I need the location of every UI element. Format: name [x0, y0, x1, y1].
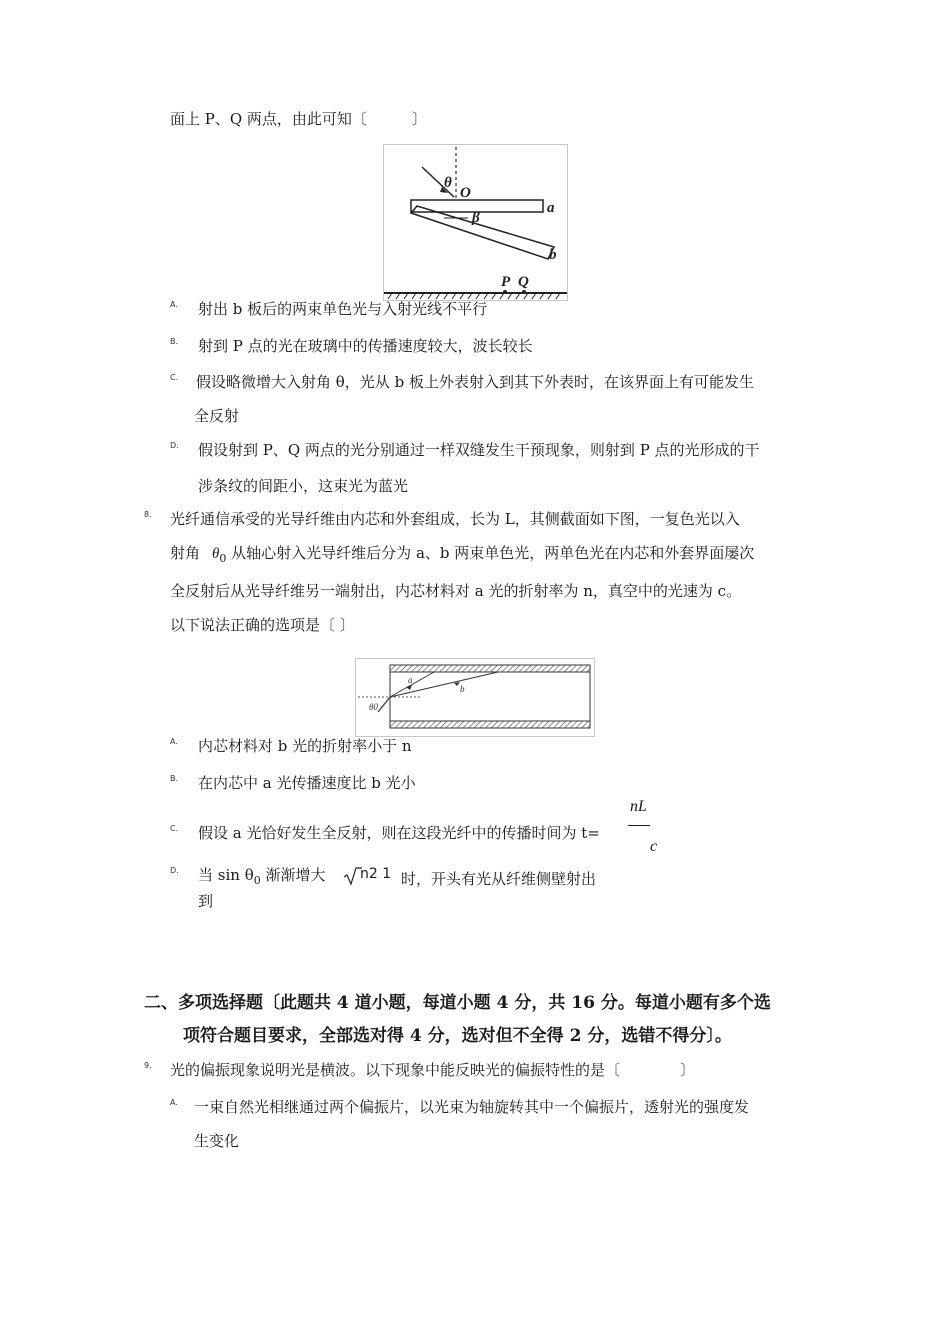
fig7-beta: β [472, 210, 480, 226]
fig7-b: b [549, 247, 557, 263]
section2-heading: 二、多项选择题〔此题共 4 道小题，每道小题 4 分，共 16 分。每道小题有多个选 [144, 993, 771, 1013]
fig7-O: O [460, 185, 471, 201]
q8-theta0: θ [212, 546, 220, 562]
q7-option-d-text: 假设射到 P、Q 两点的光分别通过一样双缝发生干预现象，则射到 P 点的光形成的干 [198, 441, 760, 459]
q8-fiber-diagram [356, 659, 594, 736]
q7-plates-diagram [384, 145, 567, 300]
q9-stem: 光的偏振现象说明光是横波。以下现象中能反映光的偏振特性的是〔 〕 [170, 1061, 696, 1079]
fig7-theta: θ [444, 175, 452, 191]
q8-stem-line-2a: 射角 [170, 544, 201, 562]
fig8-theta0: θ0 [369, 702, 378, 712]
q8-option-b-key: B. [170, 774, 179, 783]
q8-option-d-sub: 0 [253, 874, 261, 887]
q8-option-c-numerator: nL [630, 798, 647, 815]
q8-option-d-key: D. [170, 866, 179, 875]
q7-option-d-key: D. [170, 441, 179, 450]
q7-option-c-key: C. [170, 373, 179, 382]
q8-stem-line-4: 以下说法正确的选项是〔 〕 [170, 616, 355, 634]
fig7-a: a [547, 200, 555, 216]
q8-option-c-fraction-bar [628, 825, 650, 826]
q8-stem-line-3: 全反射后从光导纤维另一端射出，内芯材料对 a 光的折射率为 n，真空中的光速为 c。 [170, 582, 742, 600]
q9-option-a-text: 一束自然光相继通过两个偏振片，以光束为轴旋转其中一个偏振片，透射光的强度发 [194, 1098, 750, 1116]
q7-option-b-text: 射到 P 点的光在玻璃中的传播速度较大，波长较长 [198, 337, 533, 355]
q8-option-d-text [198, 864, 326, 887]
q7-option-c-text-2: 全反射 [194, 407, 240, 425]
q8-stem-line-1: 光纤通信承受的光导纤维由内芯和外套组成，长为 L，其侧截面如下图，一复色光以入 [170, 510, 740, 528]
q9-number: 9. [144, 1061, 152, 1070]
q8-option-d-text-2: 到 [198, 892, 214, 910]
q7-option-a-key: A. [170, 300, 178, 309]
q8-option-c-key: C. [170, 824, 179, 833]
fig8-b: b [460, 684, 465, 694]
q8-number: 8. [144, 510, 152, 519]
q7-figure [383, 144, 568, 301]
q8-option-a-key: A. [170, 737, 178, 746]
q8-option-c-denominator: c [650, 838, 658, 855]
q8-stem-line-2 [170, 542, 754, 565]
q8-option-a-text: 内芯材料对 b 光的折射率小于 n [198, 737, 412, 755]
fig8-a: a [408, 675, 413, 685]
q8-option-d-radicand: n2 1 [360, 866, 392, 882]
fig7-P: P [501, 274, 511, 290]
q8-option-d-post: 时，开头有光从纤维侧壁射出 [401, 870, 597, 888]
q7-option-c-text: 假设略微增大入射角 θ，光从 b 板上外表射入到其下外表时，在该界面上有可能发生 [196, 373, 754, 391]
q7-option-d-text-2: 涉条纹的间距小，这束光为蓝光 [198, 477, 409, 495]
q8-theta0-sub: 0 [219, 552, 227, 565]
q8-stem-line-2b: 从轴心射入光导纤维后分为 a、b 两束单色光，两单色光在内芯和外套界面屡次 [231, 544, 755, 562]
q8-figure [355, 658, 595, 737]
q9-option-a-key: A. [170, 1098, 178, 1107]
q7-option-b-key: B. [170, 337, 179, 346]
q8-option-c-text: 假设 a 光恰好发生全反射，则在这段光纤中的传播时间为 t= [198, 824, 600, 842]
q7-tail-text: 面上 P、Q 两点，由此可知〔 〕 [170, 110, 427, 128]
section2-heading-2: 项符合题目要求，全部选对得 4 分，选对但不全得 2 分，选错不得分〕。 [183, 1026, 732, 1046]
q9-option-a-text-2: 生变化 [194, 1132, 240, 1150]
q7-option-a-text: 射出 b 板后的两束单色光与入射光线不平行 [198, 300, 488, 318]
q8-option-d-mid: 渐渐增大 [265, 866, 326, 884]
fig7-Q: Q [518, 274, 529, 290]
q8-option-b-text: 在内芯中 a 光传播速度比 b 光小 [198, 774, 416, 792]
q8-option-d-pre: 当 sin θ [198, 866, 254, 884]
